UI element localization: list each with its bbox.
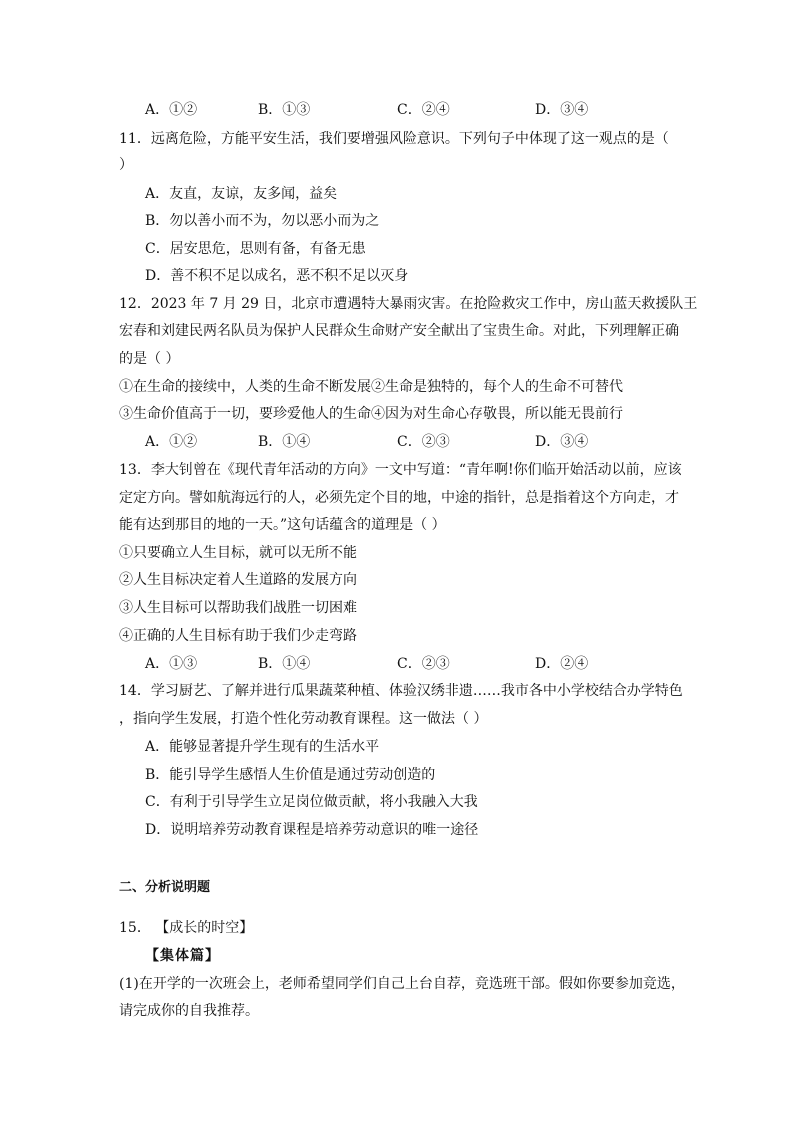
q14-stem-line2: ，指向学生发展，打造个性化劳动教育课程。这一做法（ ） (119, 711, 488, 727)
q13-stem-line1: 13．李大钊曾在《现代青年活动的方向》一文中写道：“青年啊!你们临开始活动以前，应该 (119, 462, 682, 478)
q10-option-d: D．③④ (535, 102, 589, 118)
section-title: 二、分析说明题 (119, 880, 211, 895)
q15-stem: 15． 【成长的时空】 (119, 920, 254, 936)
q12-statement-line1: ①在生命的接续中，人类的生命不断发展②生命是独特的，每个人的生命不可替代 (119, 379, 623, 395)
q12-stem-line1: 12．2023 年 7 月 29 日，北京市遭遇特大暴雨灾害。在抢险救灾工作中，房山蓝天救援队王 (119, 296, 698, 312)
q11-option-a: A．友直，友谅，友多闻，益矣 (145, 186, 338, 202)
q12-option-b: B．①④ (258, 434, 311, 450)
q12-option-a: A．①② (145, 434, 198, 450)
q12-option-c: C．②③ (397, 434, 450, 450)
q11-option-b: B．勿以善小而不为，勿以恶小而为之 (145, 213, 380, 229)
q11-option-d: D．善不积不足以成名，恶不积不足以灭身 (145, 268, 409, 284)
q10-option-b: B．①③ (258, 102, 311, 118)
q12-stem-line2: 宏春和刘建民两名队员为保护人民群众生命财产安全献出了宝贵生命。对此，下列理解正确 (119, 323, 679, 339)
q15-part1-line1: (1)在开学的一次班会上，老师希望同学们自己上台自荐，竞选班干部。假如你要参加竞选， (119, 976, 685, 992)
q13-option-b: B．①④ (258, 656, 311, 672)
q10-option-a: A．①② (145, 102, 198, 118)
q10-option-c: C．②④ (397, 102, 450, 118)
q13-statement-4: ④正确的人生目标有助于我们少走弯路 (119, 628, 357, 644)
q13-option-d: D．②④ (535, 656, 589, 672)
q13-stem-line3: 能有达到那目的地的一天。”这句话蕴含的道理是（ ） (119, 517, 446, 533)
q14-option-a: A．能够显著提升学生现有的生活水平 (145, 739, 380, 755)
q15-part1-line2: 请完成你的自我推荐。 (119, 1003, 259, 1019)
q13-statement-1: ①只要确立人生目标，就可以无所不能 (119, 545, 357, 561)
q15-subtitle: 【集体篇】 (145, 948, 220, 964)
q13-option-a: A．①③ (145, 656, 198, 672)
q13-statement-3: ③人生目标可以帮助我们战胜一切困难 (119, 600, 357, 616)
q11-stem-line2: ） (119, 157, 133, 173)
q14-option-d: D．说明培养劳动教育课程是培养劳动意识的唯一途径 (145, 822, 479, 838)
q14-option-b: B．能引导学生感悟人生价值是通过劳动创造的 (145, 767, 436, 783)
q14-stem-line1: 14．学习厨艺、了解并进行瓜果蔬菜种植、体验汉绣非遗……我市各中小学校结合办学特色 (119, 683, 683, 699)
q11-stem-line1: 11．远离危险，方能平安生活，我们要增强风险意识。下列句子中体现了这一观点的是（ (119, 131, 669, 147)
q12-option-d: D．③④ (535, 434, 589, 450)
q13-stem-line2: 定定方向。譬如航海远行的人，必须先定个目的地，中途的指针，总是指着这个方向走，才 (119, 490, 679, 506)
q13-option-c: C．②③ (397, 656, 450, 672)
q12-stem-line3: 的是（ ） (119, 351, 180, 367)
q14-option-c: C．有利于引导学生立足岗位做贡献，将小我融入大我 (145, 794, 478, 810)
q13-statement-2: ②人生目标决定着人生道路的发展方向 (119, 572, 357, 588)
q11-option-c: C．居安思危，思则有备，有备无患 (145, 241, 366, 257)
q12-statement-line2: ③生命价值高于一切，要珍爱他人的生命④因为对生命心存敬畏，所以能无畏前行 (119, 406, 623, 422)
